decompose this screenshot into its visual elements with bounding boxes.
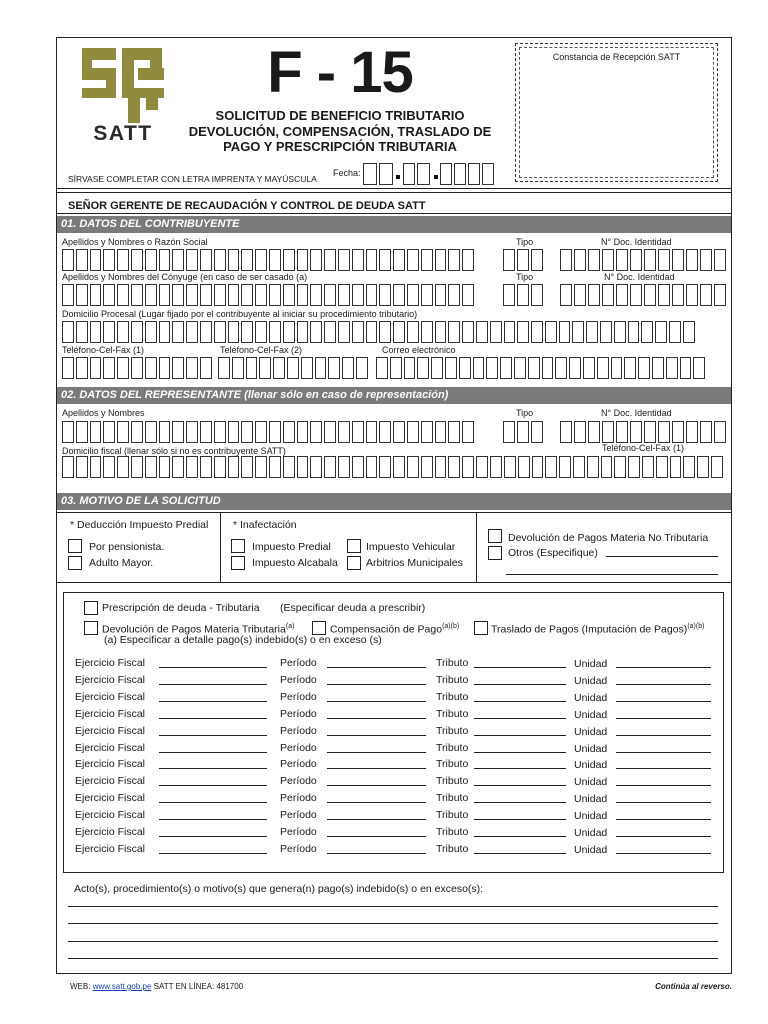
adulto-label: Adulto Mayor. (89, 557, 154, 569)
prescripcion-label: Prescripción de deuda - Tributaria (102, 602, 260, 614)
actos-line[interactable] (68, 941, 718, 942)
doc-boxes[interactable] (560, 284, 728, 306)
tributo-line[interactable] (474, 785, 566, 786)
telefono1-boxes[interactable] (62, 357, 214, 379)
date-separator (434, 175, 438, 179)
periodo-label: Período (280, 707, 317, 720)
divider (57, 213, 731, 214)
periodo-line[interactable] (327, 853, 426, 854)
periodo-line[interactable] (327, 701, 426, 702)
unidad-line[interactable] (616, 718, 711, 719)
telefono2-boxes[interactable] (218, 357, 370, 379)
periodo-line[interactable] (327, 684, 426, 685)
ejercicio-line[interactable] (159, 836, 267, 837)
divider (57, 188, 731, 189)
ejercicio-line[interactable] (159, 701, 267, 702)
rep-telefono-boxes[interactable] (504, 456, 725, 478)
doc-label: N° Doc. Identidad (601, 237, 672, 247)
imp-alcabala-checkbox[interactable] (231, 556, 245, 570)
devolucion-no-trib-label: Devolución de Pagos Materia No Tributaria (508, 532, 709, 544)
imp-predial-label: Impuesto Predial (252, 541, 331, 553)
instruction-text: SÍRVASE COMPLETAR CON LETRA IMPRENTA Y MAYÚSCULA (68, 174, 317, 184)
arbitrios-checkbox[interactable] (347, 556, 361, 570)
compensacion-checkbox[interactable] (312, 621, 326, 635)
ejercicio-line[interactable] (159, 819, 267, 820)
ejercicio-label: Ejercicio Fiscal (75, 809, 146, 822)
addressee: SEÑOR GERENTE DE RECAUDACIÓN Y CONTROL DE DEUDA SATT (68, 200, 426, 212)
tributo-label: Tributo (436, 826, 469, 838)
rep-domicilio-boxes[interactable] (62, 456, 504, 478)
inafectacion-title: * Inafectación (233, 519, 297, 531)
web-link[interactable]: www.satt.gob.pe (92, 982, 152, 991)
form-title-line-1: SOLICITUD DE BENEFICIO TRIBUTARIO (215, 108, 465, 123)
unidad-line[interactable] (616, 785, 711, 786)
ejercicio-label: Ejercicio Fiscal (75, 741, 146, 754)
tributo-label: Tributo (436, 673, 469, 686)
periodo-label: Período (280, 842, 317, 855)
imp-vehicular-checkbox[interactable] (347, 539, 361, 553)
section-1-header: 01. DATOS DEL CONTRIBUYENTE (57, 216, 731, 233)
ejercicio-label: Ejercicio Fiscal (75, 657, 146, 669)
tributo-label: Tributo (436, 842, 469, 855)
form-title (170, 108, 510, 155)
traslado-label (491, 623, 704, 635)
satt-logo (82, 48, 164, 148)
tributo-label: Tributo (436, 758, 469, 771)
form-title-line-3: PAGO Y PRESCRIPCIÓN TRIBUTARIA (223, 139, 457, 154)
unidad-line[interactable] (616, 768, 711, 769)
deduccion-title: * Deducción Impuesto Predial (70, 519, 209, 531)
logo-text: SATT (93, 122, 153, 145)
tributo-label: Tributo (436, 809, 469, 822)
devolucion-trib-checkbox[interactable] (84, 621, 98, 635)
ejercicio-line[interactable] (159, 853, 267, 854)
prescripcion-checkbox[interactable] (84, 601, 98, 615)
unidad-label: Unidad (574, 843, 608, 856)
ejercicio-label: Ejercicio Fiscal (75, 842, 146, 855)
periodo-label: Período (280, 792, 317, 805)
correo-boxes[interactable] (376, 357, 707, 379)
telefono2-label: Teléfono-Cel-Fax (2) (220, 345, 303, 355)
tributo-line[interactable] (474, 667, 566, 668)
otros-line-2[interactable] (506, 574, 718, 575)
fecha-year-boxes[interactable] (440, 163, 496, 185)
actos-line[interactable] (68, 923, 718, 924)
actos-line[interactable] (68, 958, 718, 959)
unidad-line[interactable] (616, 684, 711, 685)
periodo-label: Período (280, 724, 317, 737)
periodo-line[interactable] (327, 718, 426, 719)
rep-doc-boxes[interactable] (560, 421, 728, 443)
periodo-line[interactable] (327, 802, 426, 803)
ejercicio-label: Ejercicio Fiscal (75, 724, 146, 737)
domicilio-boxes[interactable] (62, 321, 697, 343)
actos-label: Acto(s), procedimiento(s) o motivo(s) que genera(n) pago(s) indebido(s) o en exceso(s): (74, 883, 484, 895)
tipo-label: Tipo (516, 237, 534, 247)
nombre-label: Apellidos y Nombres o Razón Social (62, 237, 208, 247)
imp-vehicular-label: Impuesto Vehicular (366, 541, 456, 553)
periodo-label: Período (280, 809, 317, 822)
divider (476, 512, 477, 582)
ejercicio-label: Ejercicio Fiscal (75, 758, 146, 771)
nota-a: (a) Especificar a detalle pago(s) indebido(s) o en exceso (s) (104, 634, 382, 646)
unidad-label: Unidad (574, 674, 608, 687)
satt-logo-mark (82, 48, 164, 123)
periodo-line[interactable] (327, 836, 426, 837)
unidad-line[interactable] (616, 853, 711, 854)
unidad-label: Unidad (574, 827, 608, 839)
constancia-label: Constancia de Recepción SATT (552, 52, 681, 62)
divider (57, 512, 731, 513)
correo-label: Correo electrónico (382, 345, 456, 355)
periodo-line[interactable] (327, 819, 426, 820)
sup-a: (a) (285, 623, 295, 630)
tributo-label: Tributo (436, 792, 469, 805)
ejercicio-label: Ejercicio Fiscal (75, 826, 146, 838)
unidad-label: Unidad (574, 725, 608, 738)
tributo-line[interactable] (474, 684, 566, 685)
constancia-box (515, 43, 718, 182)
periodo-line[interactable] (327, 752, 426, 753)
otros-label: Otros (Especifique) (508, 547, 598, 559)
rep-nombre-boxes[interactable] (62, 421, 476, 443)
tributo-label: Tributo (436, 707, 469, 720)
rep-tipo-boxes[interactable] (503, 421, 545, 443)
ejercicio-label: Ejercicio Fiscal (75, 690, 146, 703)
ejercicio-line[interactable] (159, 684, 267, 685)
tipo-boxes[interactable] (503, 249, 545, 271)
otros-checkbox[interactable] (488, 546, 502, 560)
tributo-label: Tributo (436, 741, 469, 754)
unidad-label: Unidad (574, 691, 608, 704)
ejercicio-label: Ejercicio Fiscal (75, 775, 146, 788)
unidad-label: Unidad (574, 776, 608, 789)
unidad-line[interactable] (616, 667, 711, 668)
fecha-day-boxes[interactable] (363, 163, 395, 185)
tributo-line[interactable] (474, 836, 566, 837)
tributo-label: Tributo (436, 724, 469, 737)
ejercicio-line[interactable] (159, 667, 267, 668)
tipo-label: Tipo (516, 272, 534, 282)
date-separator (396, 175, 400, 179)
web-label: WEB: (70, 982, 91, 991)
especificar-deuda-label: (Especificar deuda a prescribir) (280, 602, 426, 614)
ejercicio-line[interactable] (159, 752, 267, 753)
imp-predial-checkbox[interactable] (231, 539, 245, 553)
actos-line[interactable] (68, 906, 718, 907)
unidad-line[interactable] (616, 735, 711, 736)
doc-label: N° Doc. Identidad (604, 272, 675, 282)
tributo-label: Tributo (436, 657, 469, 669)
tributo-line[interactable] (474, 752, 566, 753)
en-linea: SATT EN LÍNEA: 481700 (153, 982, 244, 991)
periodo-line[interactable] (327, 785, 426, 786)
unidad-label: Unidad (574, 810, 608, 823)
rep-tipo-label: Tipo (516, 408, 534, 418)
unidad-line[interactable] (616, 752, 711, 753)
footer-web (70, 982, 243, 991)
unidad-label: Unidad (574, 793, 608, 806)
telefono1-label: Teléfono-Cel-Fax (1) (62, 345, 145, 355)
devolucion-trib-text: Devolución de Pagos Materia Tributaria (102, 623, 286, 636)
rep-doc-label: N° Doc. Identidad (601, 408, 672, 418)
ejercicio-line[interactable] (159, 735, 267, 736)
tributo-line[interactable] (474, 718, 566, 719)
periodo-label: Período (280, 826, 317, 838)
periodo-label: Período (280, 775, 317, 788)
periodo-label: Período (280, 673, 317, 686)
ejercicio-line[interactable] (159, 718, 267, 719)
ejercicio-label: Ejercicio Fiscal (75, 707, 146, 720)
tributo-line[interactable] (474, 735, 566, 736)
tributo-line[interactable] (474, 802, 566, 803)
sup-ab: (a)(b) (442, 623, 460, 630)
unidad-label: Unidad (574, 759, 608, 772)
unidad-label: Unidad (574, 658, 608, 670)
traslado-checkbox[interactable] (474, 621, 488, 635)
section-2-header: 02. DATOS DEL REPRESENTANTE (llenar sólo en caso de representación) (57, 387, 731, 404)
periodo-label: Período (280, 758, 317, 771)
rep-telefono-label: Teléfono-Cel-Fax (1) (602, 443, 685, 453)
tipo-boxes[interactable] (503, 284, 545, 306)
section-3-header: 03. MOTIVO DE LA SOLICITUD (57, 493, 731, 510)
unidad-line[interactable] (616, 802, 711, 803)
form-title-line-2: DEVOLUCIÓN, COMPENSACIÓN, TRASLADO DE (188, 123, 492, 139)
tributo-line[interactable] (474, 768, 566, 769)
sup-ab: (a)(b) (687, 623, 705, 630)
unidad-line[interactable] (616, 701, 711, 702)
traslado-text: Traslado de Pagos (Imputación de Pagos) (491, 623, 688, 636)
ejercicio-line[interactable] (159, 768, 267, 769)
otros-line[interactable] (606, 556, 718, 557)
fecha-label: Fecha: (333, 168, 361, 178)
tributo-line[interactable] (474, 853, 566, 854)
conyuge-label: Apellidos y Nombres del Cónyuge (en caso de ser casado (a) (62, 272, 308, 282)
periodo-line[interactable] (327, 768, 426, 769)
unidad-label: Unidad (574, 708, 608, 721)
arbitrios-label: Arbitrios Municipales (366, 557, 463, 569)
tributo-line[interactable] (474, 701, 566, 702)
rep-domicilio-label: Domicilio fiscal (llenar sólo si no es contribuyente SATT) (62, 446, 286, 456)
pensionista-label: Por pensionista. (89, 541, 165, 553)
periodo-line[interactable] (327, 667, 426, 668)
unidad-line[interactable] (616, 819, 711, 820)
adulto-checkbox[interactable] (68, 556, 82, 570)
tributo-label: Tributo (436, 690, 469, 703)
devolucion-no-trib-checkbox[interactable] (488, 529, 502, 543)
unidad-line[interactable] (616, 836, 711, 837)
tributo-label: Tributo (436, 775, 469, 788)
nombre-boxes[interactable] (62, 249, 476, 271)
rep-nombre-label: Apellidos y Nombres (62, 408, 145, 418)
domicilio-label: Domicilio Procesal (Lugar fijado por el contribuyente al iniciar su procedimiento tributario) (62, 309, 418, 319)
form-code: F - 15 (267, 40, 413, 105)
periodo-line[interactable] (327, 735, 426, 736)
ejercicio-label: Ejercicio Fiscal (75, 673, 146, 686)
conyuge-boxes[interactable] (62, 284, 476, 306)
pensionista-checkbox[interactable] (68, 539, 82, 553)
continua-note: Continúa al reverso. (655, 982, 732, 991)
compensacion-text: Compensación de Pago (330, 623, 443, 636)
fecha-month-boxes[interactable] (403, 163, 432, 185)
periodo-label: Período (280, 690, 317, 703)
unidad-label: Unidad (574, 742, 608, 755)
ejercicio-line[interactable] (159, 802, 267, 803)
divider (57, 192, 731, 193)
periodo-label: Período (280, 657, 317, 669)
tributo-line[interactable] (474, 819, 566, 820)
periodo-label: Período (280, 741, 317, 754)
divider (57, 582, 731, 583)
doc-boxes[interactable] (560, 249, 728, 271)
divider (220, 512, 221, 582)
imp-alcabala-label: Impuesto Alcabala (252, 557, 338, 569)
ejercicio-label: Ejercicio Fiscal (75, 792, 146, 805)
ejercicio-line[interactable] (159, 785, 267, 786)
